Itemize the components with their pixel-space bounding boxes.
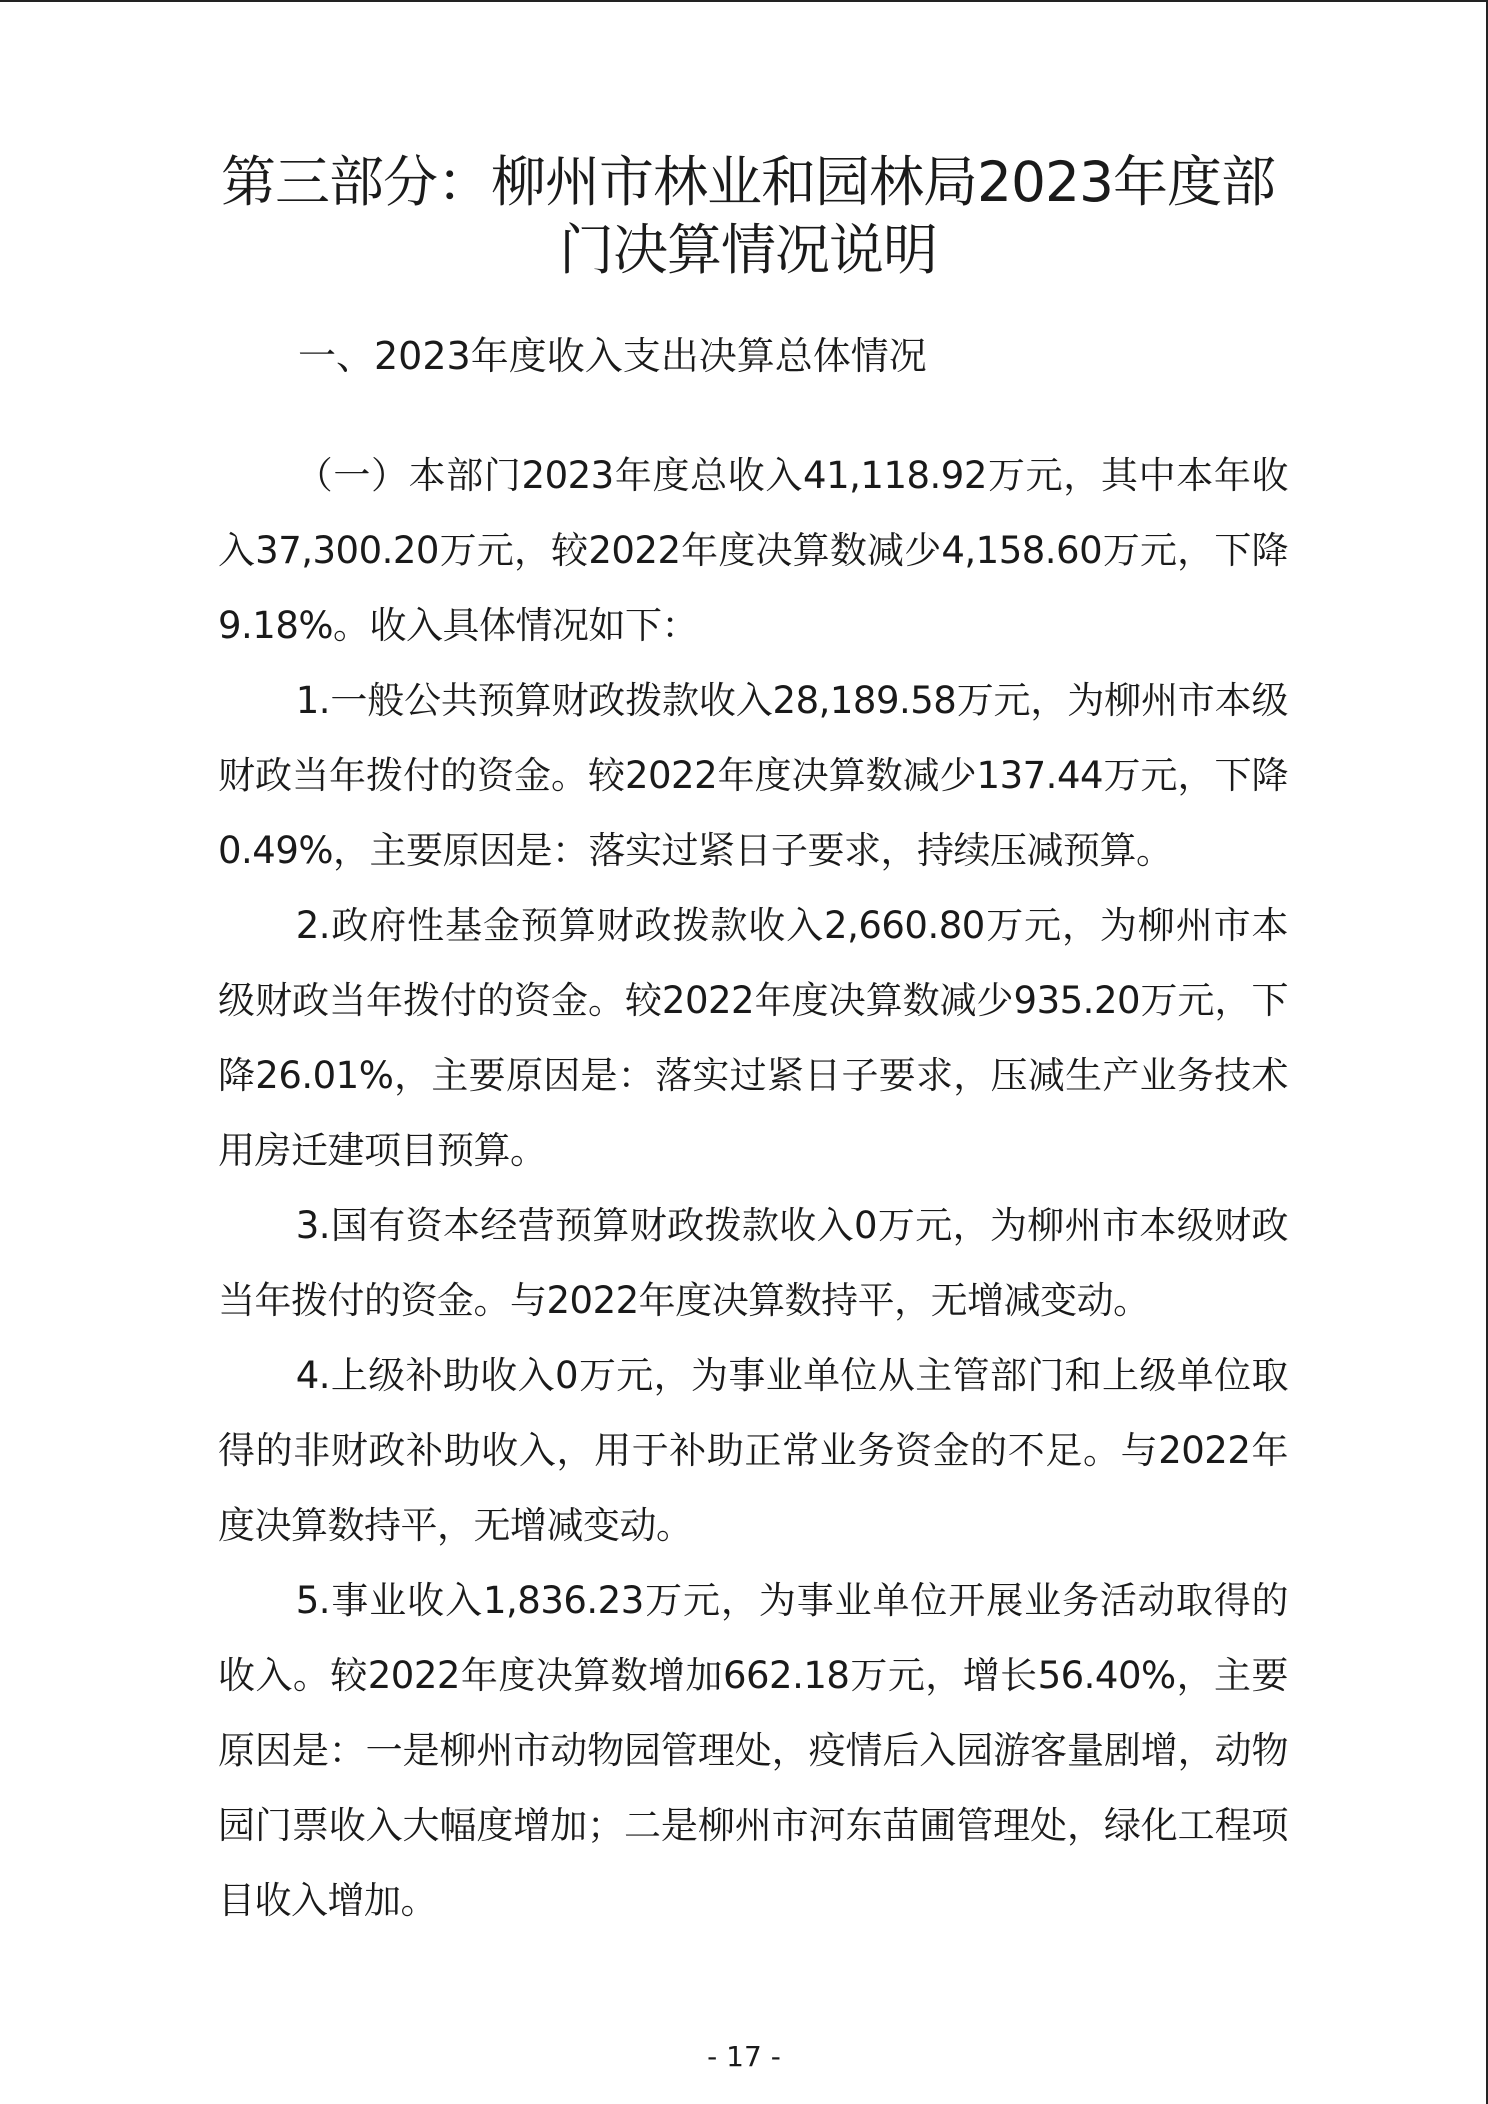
document-body (218, 438, 1288, 1938)
document-title: 第三部分：柳州市林业和园林局2023年度部门决算情况说明 (221, 150, 1275, 282)
paragraph-total-income: （一）本部门2023年度总收入41,118.92万元，其中本年收入37,300.20万元，较2022年度决算数减少4,158.60万元，下降9.18%。收入具体情况如下： (218, 454, 1288, 647)
paragraph-state-capital-income: 3.国有资本经营预算财政拨款收入0万元，为柳州市本级财政当年拨付的资金。与2022年度决算数持平，无增减变动。 (218, 1204, 1288, 1322)
paragraph-business-income: 5.事业收入1,836.23万元，为事业单位开展业务活动取得的收入。较2022年度决算数增加662.18万元，增长56.40%，主要原因是：一是柳州市动物园管理处，疫情后入园游客量剧增，动物园门票收入大幅度增加；二是柳州市河东苗圃管理处，绿化工程项目收入增加。 (218, 1579, 1288, 1922)
section-heading: 一、2023年度收入支出决算总体情况 (298, 334, 927, 378)
paragraph-government-fund-income: 2.政府性基金预算财政拨款收入2,660.80万元，为柳州市本级财政当年拨付的资金。较2022年度决算数减少935.20万元，下降26.01%，主要原因是：落实过紧日子要求，压减生产业务技术用房迁建项目预算。 (218, 904, 1288, 1172)
paragraph-superior-subsidy-income: 4.上级补助收入0万元，为事业单位从主管部门和上级单位取得的非财政补助收入，用于补助正常业务资金的不足。与2022年度决算数持平，无增减变动。 (218, 1354, 1288, 1547)
page-number: - 17 - (707, 2040, 781, 2073)
paragraph-general-budget-income: 1.一般公共预算财政拨款收入28,189.58万元，为柳州市本级财政当年拨付的资金。较2022年度决算数减少137.44万元，下降0.49%，主要原因是：落实过紧日子要求，持续压减预算。 (218, 679, 1288, 872)
